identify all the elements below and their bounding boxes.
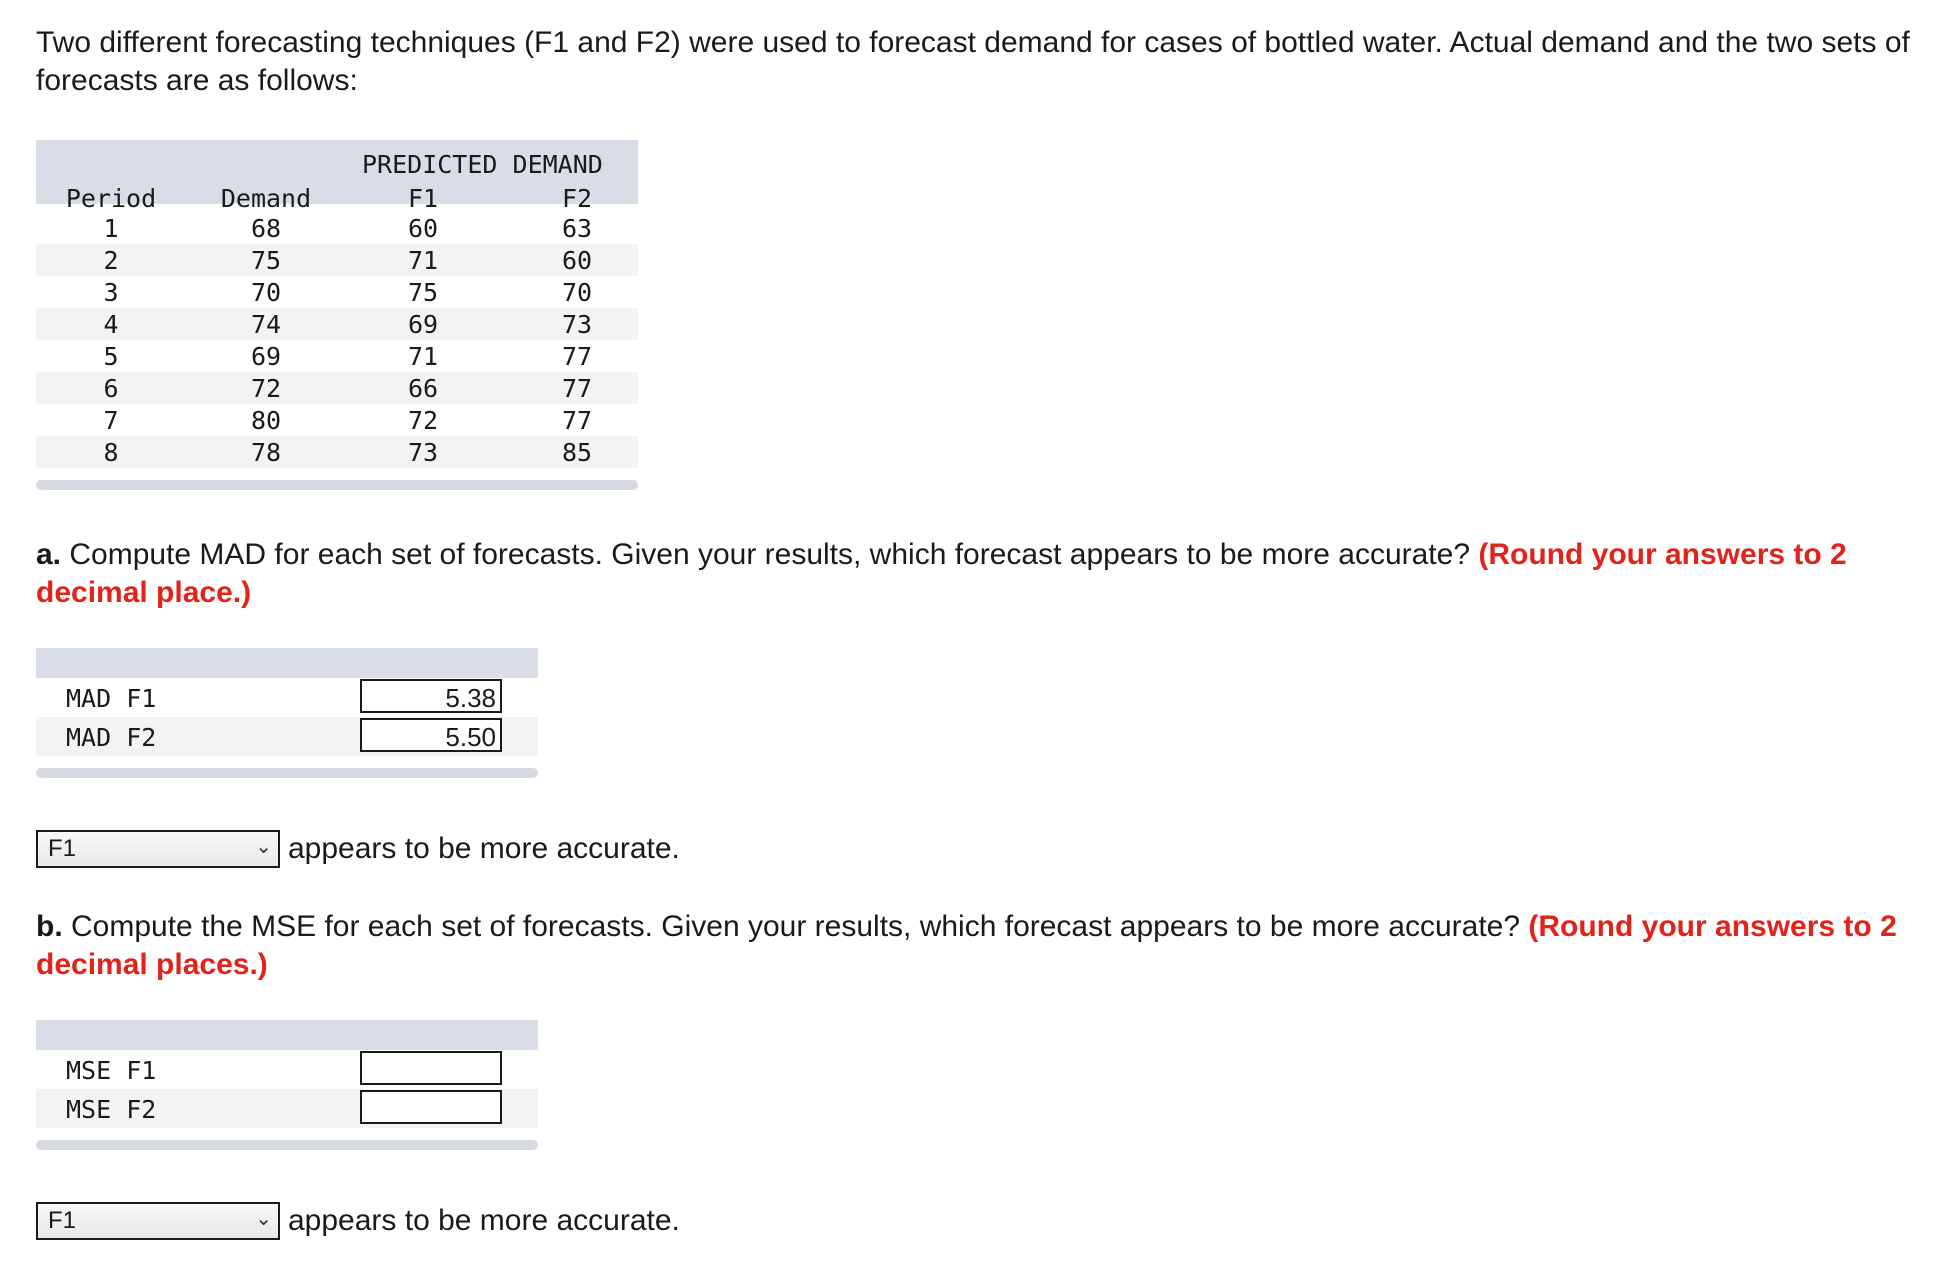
cell-f2: 77 [561, 406, 593, 435]
part-b-select-line [36, 1202, 936, 1242]
part-a-select-line [36, 830, 936, 870]
cell-period: 4 [103, 310, 119, 339]
table-row [36, 244, 638, 276]
part-a-question [36, 536, 1926, 612]
cell-f1: 71 [407, 246, 439, 275]
header-f1: F1 [407, 184, 439, 213]
cell-demand: 70 [250, 278, 282, 307]
cell-period: 2 [103, 246, 119, 275]
cell-demand: 69 [250, 342, 282, 371]
cell-demand: 78 [250, 438, 282, 467]
part-b-hint: (Round your answers to 2 decimal places.) [36, 910, 1897, 981]
mse-f2-input[interactable] [360, 1090, 502, 1124]
cell-f1: 66 [407, 374, 439, 403]
mad-f2-label: MAD F2 [66, 723, 157, 752]
part-b-question [36, 908, 1926, 984]
table-row [36, 212, 638, 244]
mse-row [36, 1089, 538, 1128]
header-f2: F2 [561, 184, 593, 213]
table-row [36, 308, 638, 340]
cell-period: 1 [103, 214, 119, 243]
cell-period: 6 [103, 374, 119, 403]
cell-period: 5 [103, 342, 119, 371]
cell-f2: 77 [561, 342, 593, 371]
cell-f1: 69 [407, 310, 439, 339]
header-period: Period [65, 184, 157, 213]
table-row [36, 340, 638, 372]
cell-f1: 73 [407, 438, 439, 467]
cell-period: 7 [103, 406, 119, 435]
predicted-demand-header: PREDICTED DEMAND [362, 150, 603, 179]
mse-f1-label: MSE F1 [66, 1056, 157, 1085]
mad-table-header [36, 648, 538, 678]
part-a-label: a. [36, 538, 62, 571]
part-a-hint: (Round your answers to 2 decimal place.) [36, 538, 1847, 609]
cell-f2: 60 [561, 246, 593, 275]
part-a-select-value: F1 [48, 835, 77, 862]
table-row [36, 276, 638, 308]
mse-table [36, 1020, 538, 1150]
part-b-text: Compute the MSE for each set of forecasts. Given your results, which forecast appears to be more accurate? [62, 910, 1529, 943]
demand-table [36, 140, 638, 490]
cell-demand: 75 [250, 246, 282, 275]
cell-demand: 74 [250, 310, 282, 339]
part-b-select-suffix: appears to be more accurate. [288, 1204, 680, 1237]
mad-table-scrollbar[interactable] [36, 768, 538, 778]
intro-text: Two different forecasting techniques (F1 and F2) were used to forecast demand for cases of bottled water. Actual demand and the two sets of forecasts are as follows: [36, 26, 1910, 97]
cell-f2: 85 [561, 438, 593, 467]
part-a-select-suffix: appears to be more accurate. [288, 832, 680, 865]
cell-demand: 80 [250, 406, 282, 435]
cell-f2: 63 [561, 214, 593, 243]
table-row [36, 404, 638, 436]
cell-f1: 72 [407, 406, 439, 435]
mse-f1-input[interactable] [360, 1051, 502, 1085]
mad-f1-input[interactable]: 5.38 [360, 679, 502, 713]
table-scrollbar[interactable] [36, 480, 638, 490]
table-row [36, 372, 638, 404]
table-row [36, 436, 638, 468]
mad-f1-label: MAD F1 [66, 684, 157, 713]
mad-f2-input[interactable]: 5.50 [360, 718, 502, 752]
mad-row [36, 678, 538, 717]
mse-row [36, 1050, 538, 1089]
page [36, 24, 1926, 1237]
cell-demand: 68 [250, 214, 282, 243]
mse-table-scrollbar[interactable] [36, 1140, 538, 1150]
header-demand: Demand [220, 184, 312, 213]
cell-period: 3 [103, 278, 119, 307]
part-a-select[interactable] [36, 830, 280, 868]
chevron-down-icon: ⌄ [255, 1208, 272, 1230]
table-header [36, 140, 638, 213]
cell-f2: 77 [561, 374, 593, 403]
part-b-select-value: F1 [48, 1207, 77, 1234]
mad-table [36, 648, 538, 778]
cell-f1: 71 [407, 342, 439, 371]
cell-f1: 75 [407, 278, 439, 307]
mse-f2-label: MSE F2 [66, 1095, 157, 1124]
mad-row [36, 717, 538, 756]
chevron-down-icon: ⌄ [255, 836, 272, 858]
part-a-text: Compute MAD for each set of forecasts. Given your results, which forecast appears to be more accurate? [61, 538, 1479, 571]
part-b-select[interactable] [36, 1202, 280, 1240]
mse-table-header [36, 1020, 538, 1050]
cell-demand: 72 [250, 374, 282, 403]
cell-period: 8 [103, 438, 119, 467]
cell-f1: 60 [407, 214, 439, 243]
part-b-label: b. [36, 910, 63, 943]
cell-f2: 70 [561, 278, 593, 307]
cell-f2: 73 [561, 310, 593, 339]
